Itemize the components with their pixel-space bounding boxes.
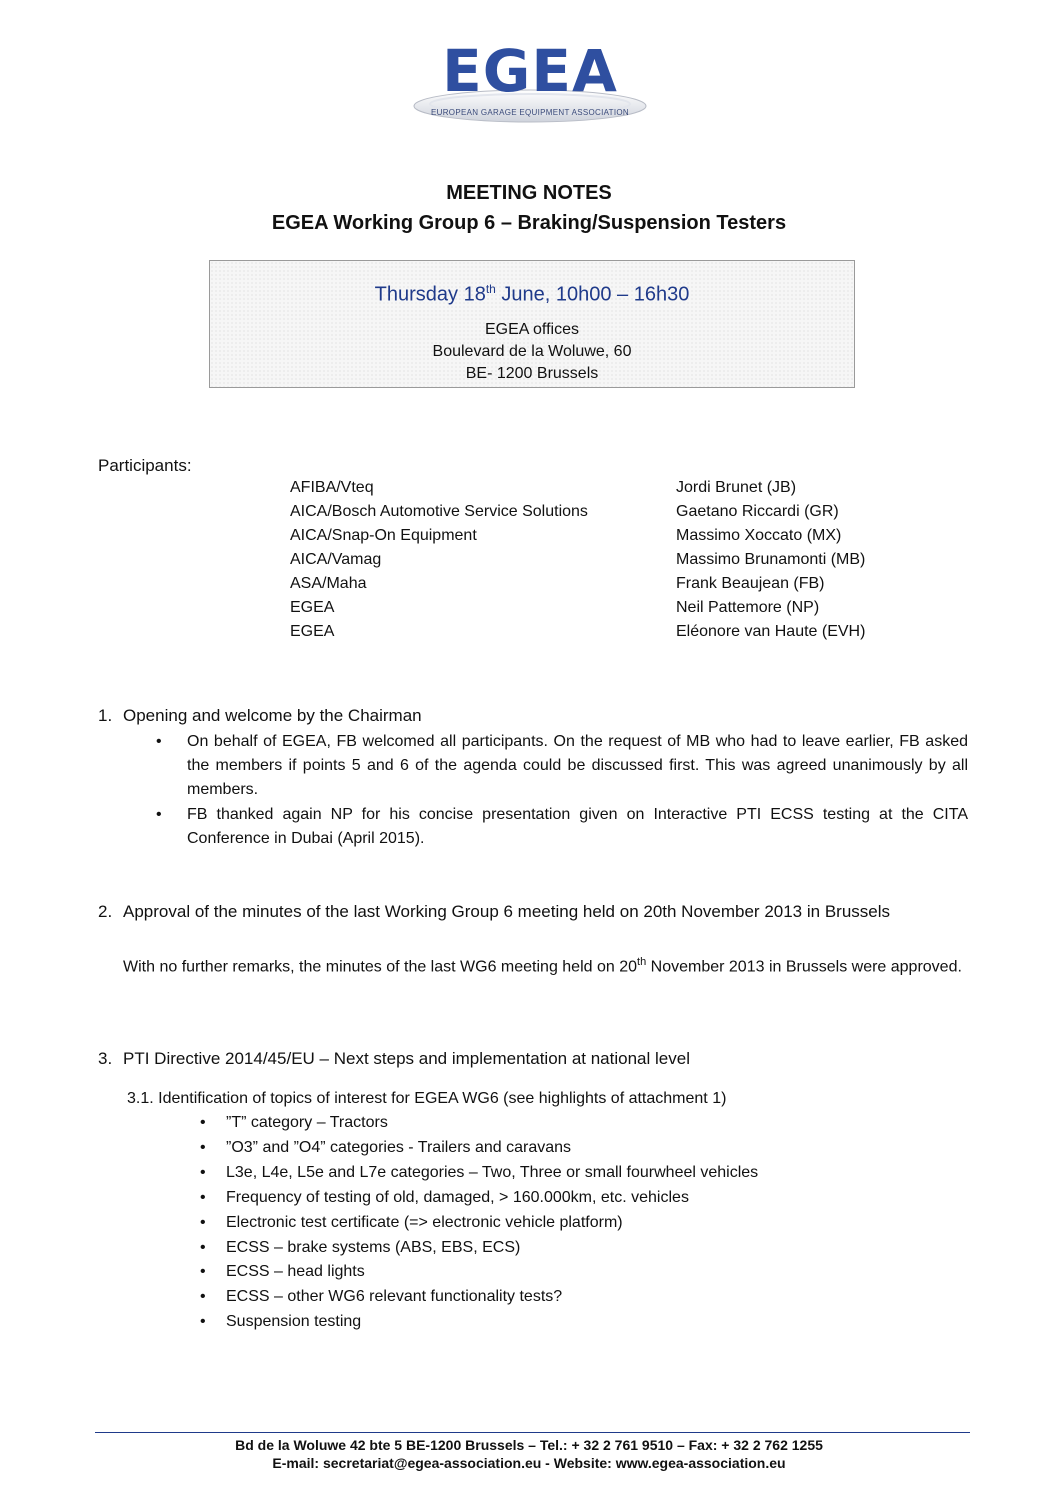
- topic-item: L3e, L4e, L5e and L7e categories – Two, Three or small fourwheel vehicles: [226, 1163, 759, 1181]
- bullet-icon: •: [200, 1313, 206, 1331]
- logo-wordmark: EGEA: [442, 37, 618, 105]
- document-title: MEETING NOTES: [446, 182, 612, 204]
- participant-name: Jordi Brunet (JB): [676, 479, 797, 496]
- section-1-bullet: On behalf of EGEA, FB welcomed all participants. On the request of MB who had to leave earlier, FB asked the members if points 5 and 6 of the agenda could be discussed first. This was agreed unanimously by all members.: [187, 733, 968, 798]
- participant-organization: AICA/Bosch Automotive Service Solutions: [290, 503, 588, 520]
- footer-contact: E-mail: secretariat@egea-association.eu - Website: www.egea-association.eu: [272, 1455, 786, 1471]
- bullet-icon: •: [156, 806, 162, 823]
- meeting-date: Thursday 18th June, 10h00 – 16h30: [374, 282, 690, 306]
- meeting-info-box: [209, 260, 855, 388]
- participant-name: Gaetano Riccardi (GR): [676, 503, 839, 520]
- bullet-icon: •: [200, 1138, 206, 1156]
- document-subtitle: EGEA Working Group 6 – Braking/Suspension Testers: [271, 212, 787, 234]
- section-3-heading: 3. PTI Directive 2014/45/EU – Next steps and implementation at national level: [98, 1049, 690, 1068]
- topic-item: ECSS – brake systems (ABS, EBS, ECS): [226, 1238, 521, 1256]
- participant-name: Neil Pattemore (NP): [676, 599, 820, 616]
- bullet-icon: •: [200, 1114, 206, 1131]
- footer-divider: [95, 1432, 970, 1433]
- topic-item: ECSS – other WG6 relevant functionality tests?: [226, 1288, 563, 1306]
- meeting-location: EGEA offices: [485, 320, 579, 338]
- topic-item: Suspension testing: [226, 1313, 362, 1331]
- bullet-icon: •: [200, 1188, 206, 1206]
- topic-item: ECSS – head lights: [226, 1263, 365, 1281]
- participant-name: Frank Beaujean (FB): [676, 575, 825, 592]
- meeting-address: Boulevard de la Woluwe, 60: [432, 342, 632, 360]
- section-3-1-subheading: 3.1. Identification of topics of interest for EGEA WG6 (see highlights of attachment 1): [127, 1090, 727, 1107]
- footer-address: Bd de la Woluwe 42 bte 5 BE-1200 Brussels – Tel.: + 32 2 761 9510 – Fax: + 32 2 762 1255: [235, 1437, 823, 1453]
- participant-organization: EGEA: [290, 623, 335, 640]
- section-2-text: With no further remarks, the minutes of the last WG6 meeting held on 20th November 2013 in Brussels were approved.: [123, 956, 962, 976]
- section-1-bullet: FB thanked again NP for his concise presentation given on Interactive PTI ECSS testing at the CITA Conference in Dubai (April 2015).: [187, 806, 968, 847]
- participant-name: Massimo Xoccato (MX): [676, 527, 842, 544]
- logo-tagline: EUROPEAN GARAGE EQUIPMENT ASSOCIATION: [431, 108, 629, 117]
- topic-item: ”O3” and ”O4” categories - Trailers and caravans: [226, 1138, 572, 1156]
- topic-item: ”T” category – Tractors: [226, 1114, 388, 1131]
- bullet-icon: •: [200, 1288, 206, 1306]
- participants-label: Participants:: [98, 456, 192, 475]
- bullet-icon: •: [200, 1238, 206, 1256]
- bullet-icon: •: [200, 1263, 206, 1281]
- section-1-heading: 1. Opening and welcome by the Chairman: [98, 706, 422, 725]
- bullet-icon: •: [156, 733, 162, 750]
- participant-organization: ASA/Maha: [290, 575, 367, 592]
- participant-organization: AFIBA/Vteq: [290, 479, 374, 496]
- bullet-icon: •: [200, 1213, 206, 1231]
- bullet-icon: •: [200, 1163, 206, 1181]
- egea-logo: [410, 37, 650, 125]
- topic-item: Frequency of testing of old, damaged, > 160.000km, etc. vehicles: [226, 1188, 689, 1206]
- section-2-heading: 2. Approval of the minutes of the last Working Group 6 meeting held on 20th November 2013 in Brussels: [98, 902, 891, 921]
- meeting-city: BE- 1200 Brussels: [465, 364, 599, 382]
- participant-organization: AICA/Snap-On Equipment: [290, 527, 477, 544]
- participant-name: Eléonore van Haute (EVH): [676, 623, 866, 640]
- topic-item: Electronic test certificate (=> electronic vehicle platform): [226, 1213, 623, 1231]
- participant-organization: EGEA: [290, 599, 335, 616]
- participant-name: Massimo Brunamonti (MB): [676, 551, 866, 568]
- participant-organization: AICA/Vamag: [290, 551, 382, 568]
